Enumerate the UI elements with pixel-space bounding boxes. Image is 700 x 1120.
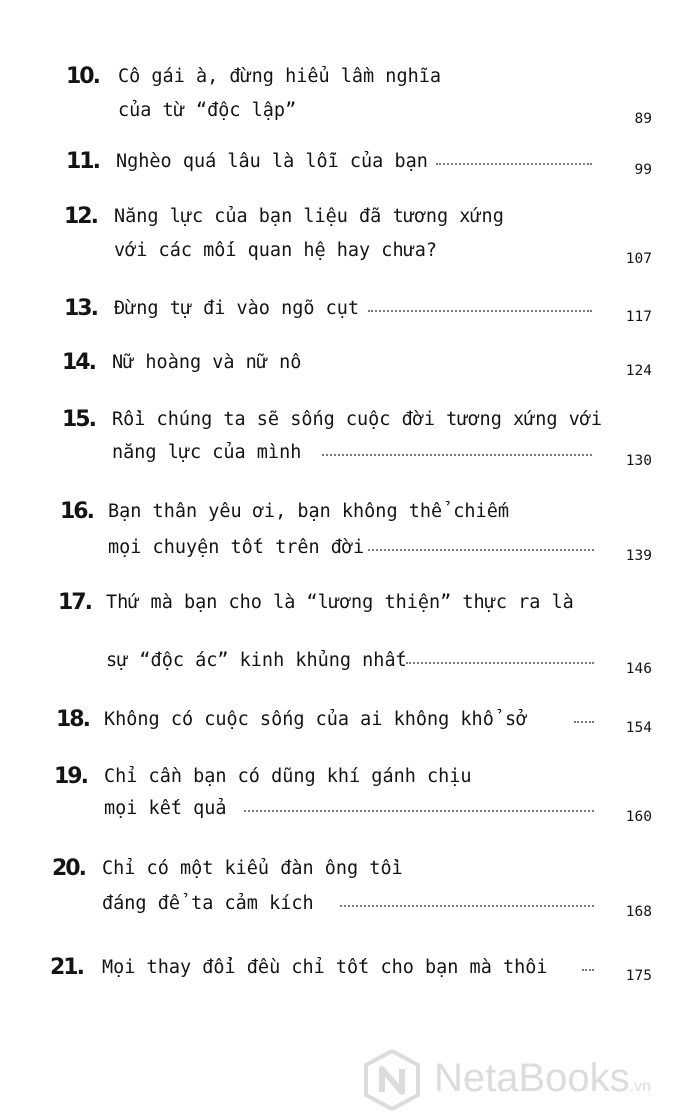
page-number: 160: [625, 809, 652, 825]
chapter-title-line: Bạn thân yêu ơi, bạn không thể chiếm: [108, 501, 509, 522]
chapter-number: 10.: [66, 64, 99, 89]
chapter-title-line: sự “độc ác” kinh khủng nhất: [106, 650, 407, 671]
chapter-number: 17.: [58, 590, 91, 615]
page-number: 117: [625, 309, 652, 325]
chapter-number: 15.: [62, 407, 95, 432]
chapter-title-line: của từ “độc lập”: [118, 100, 297, 121]
chapter-title-line: Rồi chúng ta sẽ sống cuộc đời tương xứng với: [112, 409, 603, 430]
chapter-title-line: Mọi thay đổi đều chỉ tốt cho bạn mà thôi: [102, 957, 548, 978]
page-number: 124: [625, 363, 652, 379]
chapter-number: 19.: [54, 764, 87, 789]
dot-leader: [244, 810, 594, 812]
chapter-title-line: Thứ mà bạn cho là “lương thiện” thực ra là: [106, 592, 574, 613]
chapter-title-line: Nữ hoàng và nữ nô: [112, 352, 302, 373]
chapter-title-line: Cô gái à, đừng hiểu lầm nghĩa: [118, 66, 442, 87]
chapter-number: 11.: [66, 149, 99, 174]
chapter-title-line: Nghèo quá lâu là lỗi của bạn: [116, 151, 428, 172]
dot-leader: [340, 905, 594, 907]
dot-leader: [436, 163, 592, 165]
chapter-title-line: mọi chuyện tốt trên đời: [108, 537, 365, 558]
chapter-title-line: Chỉ có một kiểu đàn ông tồi: [102, 858, 403, 879]
chapter-title-line: Không có cuộc sống của ai không khổ sở: [104, 709, 528, 730]
page-number: 107: [625, 251, 652, 267]
chapter-number: 14.: [62, 350, 95, 375]
netabooks-watermark: [360, 1044, 700, 1114]
watermark-suffix: .vn: [629, 1078, 652, 1095]
page-number: 89: [634, 111, 652, 127]
page-number: 154: [625, 720, 652, 736]
chapter-title-line: mọi kết quả: [104, 798, 227, 819]
chapter-title-line: năng lực của mình: [112, 442, 302, 463]
chapter-title-line: với các mối quan hệ hay chưa?: [114, 240, 438, 261]
page-number: 139: [625, 548, 652, 564]
chapter-number: 21.: [50, 955, 83, 980]
netabooks-logo-icon: [360, 1048, 424, 1112]
dot-leader: [322, 454, 592, 456]
chapter-number: 18.: [56, 707, 89, 732]
dot-leader: [368, 310, 592, 312]
watermark-brand: NetaBooks.vn: [434, 1056, 652, 1100]
chapter-title-line: đáng để ta cảm kích: [102, 893, 314, 914]
chapter-title-line: Năng lực của bạn liệu đã tương xứng: [114, 206, 504, 227]
dot-leader: [368, 549, 594, 551]
chapter-title-line: Đừng tự đi vào ngõ cụt: [114, 298, 360, 319]
chapter-number: 13.: [64, 296, 97, 321]
page-number: 175: [625, 968, 652, 984]
page-number: 99: [634, 162, 652, 178]
chapter-number: 16.: [60, 499, 93, 524]
chapter-number: 12.: [64, 204, 97, 229]
dot-leader: [406, 662, 594, 664]
chapter-title-line: Chỉ cần bạn có dũng khí gánh chịu: [104, 766, 472, 787]
page-number: 146: [625, 661, 652, 677]
chapter-number: 20.: [52, 856, 85, 881]
dot-leader: [574, 721, 594, 723]
page-number: 130: [625, 453, 652, 469]
page-number: 168: [625, 904, 652, 920]
